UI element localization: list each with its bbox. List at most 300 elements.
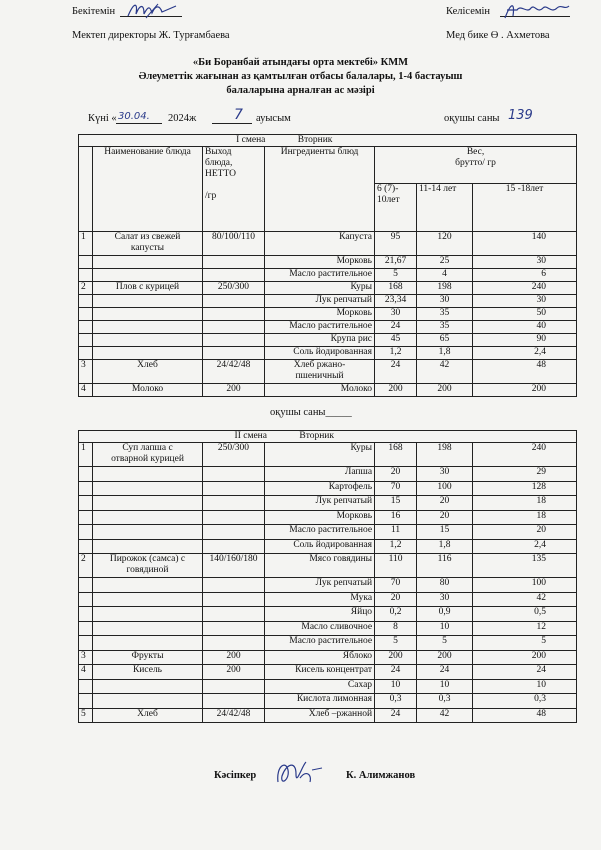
dish-name [93,232,203,256]
row-number [79,347,93,360]
weight-age-15-18: 50 [473,308,577,321]
dish-yield [203,694,265,709]
dish-name [93,347,203,360]
ingredient-line-1: Масло растительное [289,525,373,535]
dish-name [93,650,203,665]
table-row [79,295,577,308]
dish-name-line-1: Хлеб [137,360,158,370]
ingredient-line-1: Масло растительное [289,636,373,646]
weight-age-11-14: 65 [417,334,473,347]
weight-age-6-10: 168 [375,282,417,295]
weight-age-6-10: 1,2 [375,347,417,360]
dish-name [93,308,203,321]
ingredient-name [265,232,375,256]
dish-name [93,554,203,578]
ingredient-name [265,481,375,496]
row-number [79,269,93,282]
approve-left-role: Мектеп директоры Ж. Турғамбаева [72,30,230,41]
dish-name [93,539,203,554]
weight-age-6-10: 10 [375,679,417,694]
handwritten-students-count: 139 [508,108,533,123]
weight-age-15-18: 200 [473,650,577,665]
dish-yield [203,321,265,334]
weight-age-15-18: 30 [473,256,577,269]
row-number: 5 [79,708,93,723]
weight-age-15-18: 0,3 [473,694,577,709]
dish-name [93,525,203,540]
col-ingredients-header: Ингредиенты блюд [265,147,375,232]
dish-yield [203,578,265,593]
dish-yield [203,496,265,511]
ingredient-line-1: Капуста [339,232,373,242]
dish-name [93,510,203,525]
weight-age-6-10: 70 [375,578,417,593]
weight-age-11-14: 198 [417,282,473,295]
dish-yield: 200 [203,384,265,397]
weight-age-15-18: 5 [473,636,577,651]
weight-age-11-14: 116 [417,554,473,578]
dish-name-line-2: капусты [130,243,165,253]
weight-age-15-18: 48 [473,708,577,723]
table-row [79,360,577,384]
ingredient-line-1: Крупа рис [330,334,373,344]
row-number [79,321,93,334]
weight-age-15-18: 140 [473,232,577,256]
weight-age-6-10: 24 [375,708,417,723]
table-row [79,334,577,347]
ingredient-name [265,650,375,665]
title-line-2: Әлеуметтік жағынан аз қамтылған отбасы балалары, 1-4 бастауыш [138,71,463,82]
ingredient-line-1: Яблоко [342,650,373,661]
dish-name [93,321,203,334]
title-line-3: балаларына арналған ас мәзірі [226,85,375,96]
dish-name [93,578,203,593]
shift-1-day: Вторник [297,135,333,145]
dish-yield [203,334,265,347]
ingredient-line-1: Морковь [336,510,373,521]
weight-age-15-18: 6 [473,269,577,282]
ingredient-name [265,467,375,482]
dish-name [93,496,203,511]
weight-age-6-10: 110 [375,554,417,578]
dish-name-line-1: Салат из свежей [114,232,181,242]
dish-yield [203,467,265,482]
weight-age-6-10: 168 [375,443,417,467]
ingredient-line-1: Яйцо [350,607,373,617]
dish-yield: 140/160/180 [203,554,265,578]
dish-name [93,607,203,622]
weight-age-6-10: 30 [375,308,417,321]
row-number [79,525,93,540]
dish-name [93,282,203,295]
weight-age-15-18: 42 [473,592,577,607]
dish-yield [203,256,265,269]
table-row [79,679,577,694]
dish-name-line-1: Пирожок (самса) с [109,554,186,564]
weight-age-11-14: 4 [417,269,473,282]
weight-age-15-18: 2,4 [473,539,577,554]
ingredient-name [265,295,375,308]
weight-age-11-14: 10 [417,679,473,694]
weight-age-6-10: 0,2 [375,607,417,622]
row-number: 2 [79,282,93,295]
row-number [79,679,93,694]
weight-age-11-14: 15 [417,525,473,540]
dish-name [93,467,203,482]
row-number [79,481,93,496]
ingredient-line-1: Масло растительное [289,269,373,279]
dish-yield: 250/300 [203,443,265,467]
dish-yield: 200 [203,650,265,665]
dish-yield [203,621,265,636]
weight-age-11-14: 5 [417,636,473,651]
ingredient-line-1: Морковь [336,308,373,318]
approve-right-role: Мед бике Ө . Ахметова [446,30,550,41]
dish-name-line-1: Хлеб [137,708,158,719]
table-row [79,554,577,578]
row-number: 2 [79,554,93,578]
dish-yield [203,347,265,360]
ingredient-line-1: Масло сливочное [301,621,373,632]
table-row [79,467,577,482]
dish-yield [203,679,265,694]
table-row [79,347,577,360]
dish-name [93,334,203,347]
ingredient-line-1: Морковь [336,256,373,266]
ingredient-name [265,554,375,578]
weight-age-11-14: 30 [417,592,473,607]
dish-yield [203,539,265,554]
dish-name-line-1: Кисель [132,665,163,675]
row-number [79,467,93,482]
ingredient-name [265,708,375,723]
dish-name [93,694,203,709]
weight-age-11-14: 1,8 [417,347,473,360]
ingredient-line-1: Мука [350,592,373,603]
row-number: 4 [79,665,93,680]
date-underline [116,123,162,124]
weight-age-6-10: 70 [375,481,417,496]
dish-yield [203,308,265,321]
shift-2-header [79,431,375,443]
weight-age-11-14: 35 [417,308,473,321]
row-number [79,592,93,607]
row-number [79,578,93,593]
table-row [79,384,577,397]
ingredient-line-1: Сахар [347,679,373,690]
dish-name [93,621,203,636]
weight-age-11-14: 35 [417,321,473,334]
table-row [79,321,577,334]
weight-age-11-14: 20 [417,496,473,511]
table-row [79,232,577,256]
nurse-signature [503,0,571,22]
col-yield-header: Выход блюда, НЕТТО /гр [203,147,265,232]
weight-age-15-18: 128 [473,481,577,496]
weight-age-15-18: 29 [473,467,577,482]
row-number [79,496,93,511]
row-number [79,636,93,651]
dish-name [93,665,203,680]
weight-age-11-14: 24 [417,665,473,680]
weight-age-11-14: 100 [417,481,473,496]
ingredient-line-1: Хлеб –ржанной [308,708,373,719]
dish-yield [203,269,265,282]
students-count-mid: оқушы саны_____ [270,407,352,418]
age-col-2-header: 11-14 лет [417,184,473,232]
weight-age-6-10: 11 [375,525,417,540]
row-number [79,510,93,525]
weight-age-6-10: 95 [375,232,417,256]
weight-age-15-18: 18 [473,496,577,511]
weight-age-6-10: 24 [375,321,417,334]
weight-age-15-18: 20 [473,525,577,540]
row-number [79,607,93,622]
table-row [79,578,577,593]
weight-age-15-18: 135 [473,554,577,578]
menu-table-shift-1 [78,134,577,397]
weight-age-6-10: 21,67 [375,256,417,269]
table-row [79,592,577,607]
ingredient-name [265,347,375,360]
ingredient-name [265,694,375,709]
ingredient-name [265,510,375,525]
ingredient-line-1: Лук репчатый [315,578,373,588]
age-col-1-header: 6 (7)- 10лет [375,184,417,232]
ingredient-line-1: Масло растительное [289,321,373,331]
table-row [79,496,577,511]
shift-2-day: Вторник [299,431,335,441]
dish-name [93,636,203,651]
weight-age-11-14: 1,8 [417,539,473,554]
table-row [79,308,577,321]
date-prefix: Күні « [88,113,117,124]
dish-name-line-1: Плов с курицей [115,282,180,292]
students-count-label: оқушы саны [444,113,500,124]
ingredient-line-1: Мясо говядины [309,554,373,564]
table-row [79,621,577,636]
dish-yield [203,592,265,607]
table-row [79,525,577,540]
age-col-3-header: 15 -18лет [473,184,577,232]
weight-age-11-14: 120 [417,232,473,256]
ingredient-name [265,679,375,694]
shift-1-label: I смена [236,135,266,145]
dish-name [93,481,203,496]
dish-name [93,360,203,384]
weight-age-11-14: 25 [417,256,473,269]
dish-yield [203,525,265,540]
table-row [79,694,577,709]
table-row [79,665,577,680]
table-row [79,607,577,622]
table-row [79,481,577,496]
weight-age-11-14: 42 [417,708,473,723]
dish-name-line-1: Суп лапша с [122,443,173,453]
handwritten-month: 7 [234,107,243,123]
dish-yield: 80/100/110 [203,232,265,256]
weight-age-6-10: 1,2 [375,539,417,554]
dish-yield [203,295,265,308]
table-row [79,510,577,525]
dish-name [93,269,203,282]
weight-age-15-18: 90 [473,334,577,347]
weight-age-11-14: 10 [417,621,473,636]
weight-age-6-10: 8 [375,621,417,636]
weight-age-11-14: 200 [417,650,473,665]
ingredient-line-1: Лук репчатый [315,496,373,506]
ingredient-line-1: Картофель [328,481,373,492]
dish-name [93,384,203,397]
weight-age-6-10: 200 [375,650,417,665]
ingredient-name [265,334,375,347]
table-row [79,650,577,665]
weight-age-15-18: 30 [473,295,577,308]
weight-age-6-10: 16 [375,510,417,525]
approve-left-label: Бекітемін [72,6,116,17]
ingredient-line-2: пшеничный [295,371,344,381]
weight-age-6-10: 45 [375,334,417,347]
ingredient-line-1: Куры [350,282,373,292]
dish-yield: 24/42/48 [203,708,265,723]
row-number: 4 [79,384,93,397]
ingredient-line-1: Кисель концентрат [295,665,373,675]
col-weight-header: Вес, брутто/ гр [375,147,577,184]
ingredient-name [265,256,375,269]
ingredient-line-1: Кислота лимонная [296,694,373,704]
weight-age-11-14: 80 [417,578,473,593]
dish-name [93,708,203,723]
weight-age-15-18: 40 [473,321,577,334]
footer-role: Кәсіпкер [214,770,257,781]
table-row [79,708,577,723]
weight-age-15-18: 200 [473,384,577,397]
ingredient-line-1: Лапша [344,467,373,477]
table-row [79,282,577,295]
table-row [79,636,577,651]
table-row [79,269,577,282]
table-row [79,256,577,269]
handwritten-date: 30.04. [118,111,150,122]
table-row [79,539,577,554]
weight-age-6-10: 23,34 [375,295,417,308]
weight-age-6-10: 200 [375,384,417,397]
ingredient-line-1: Лук репчатый [315,295,373,305]
ingredient-name [265,636,375,651]
ingredient-name [265,525,375,540]
weight-age-11-14: 0,9 [417,607,473,622]
dish-yield [203,636,265,651]
weight-age-6-10: 0,3 [375,694,417,709]
ingredient-line-1: Соль йодированная [293,347,373,357]
table-row [79,443,577,467]
ingredient-name [265,269,375,282]
title-line-1: «Би Боранбай атындағы орта мектебі» КММ [192,57,409,68]
ingredient-name [265,282,375,295]
row-number: 3 [79,650,93,665]
weight-age-11-14: 30 [417,295,473,308]
weight-age-11-14: 0,3 [417,694,473,709]
entrepreneur-signature [272,756,328,790]
approve-right-label: Келісемін [446,6,491,17]
ingredient-name [265,621,375,636]
weight-age-6-10: 24 [375,665,417,680]
row-number: 1 [79,443,93,467]
dish-yield [203,607,265,622]
weight-age-6-10: 20 [375,467,417,482]
col-dish-name-header: Наименование блюда [93,147,203,232]
dish-name-line-1: Фрукты [131,650,164,661]
row-number [79,308,93,321]
date-year: 2024ж [168,113,197,124]
shift-2-label: II смена [234,431,267,441]
weight-age-15-18: 240 [473,282,577,295]
director-signature [124,0,184,22]
row-number: 1 [79,232,93,256]
dish-yield: 200 [203,665,265,680]
row-number [79,334,93,347]
weight-age-15-18: 48 [473,360,577,384]
weight-age-15-18: 100 [473,578,577,593]
shift-word: ауысым [256,113,291,124]
row-number [79,539,93,554]
dish-name [93,256,203,269]
ingredient-name [265,360,375,384]
dish-name [93,295,203,308]
dish-yield [203,510,265,525]
ingredient-line-1: Молоко [340,384,373,394]
dish-name [93,592,203,607]
footer-name: К. Алимжанов [346,770,416,781]
weight-age-6-10: 15 [375,496,417,511]
menu-table-shift-2 [78,430,577,723]
ingredient-line-1: Куры [350,443,373,453]
dish-name-line-1: Молоко [131,384,164,394]
weight-age-15-18: 12 [473,621,577,636]
weight-age-11-14: 30 [417,467,473,482]
dish-yield: 250/300 [203,282,265,295]
shift-1-header [79,135,375,147]
dish-name-line-2: отварной курицей [111,454,184,464]
weight-age-15-18: 0,5 [473,607,577,622]
dish-name [93,679,203,694]
ingredient-name [265,321,375,334]
ingredient-name [265,308,375,321]
ingredient-name [265,384,375,397]
weight-age-15-18: 18 [473,510,577,525]
ingredient-name [265,592,375,607]
ingredient-name [265,578,375,593]
weight-age-6-10: 5 [375,636,417,651]
weight-age-6-10: 20 [375,592,417,607]
ingredient-name [265,539,375,554]
ingredient-name [265,443,375,467]
ingredient-line-1: Хлеб ржано- [293,360,346,370]
ingredient-line-1: Соль йодированная [293,539,373,550]
weight-age-11-14: 200 [417,384,473,397]
weight-age-15-18: 24 [473,665,577,680]
ingredient-name [265,496,375,511]
weight-age-6-10: 5 [375,269,417,282]
dish-name-line-2: говядиной [126,565,169,575]
row-number [79,694,93,709]
weight-age-11-14: 20 [417,510,473,525]
row-number [79,621,93,636]
dish-yield [203,481,265,496]
month-underline [212,123,252,124]
weight-age-11-14: 198 [417,443,473,467]
col-number-header [79,147,93,232]
